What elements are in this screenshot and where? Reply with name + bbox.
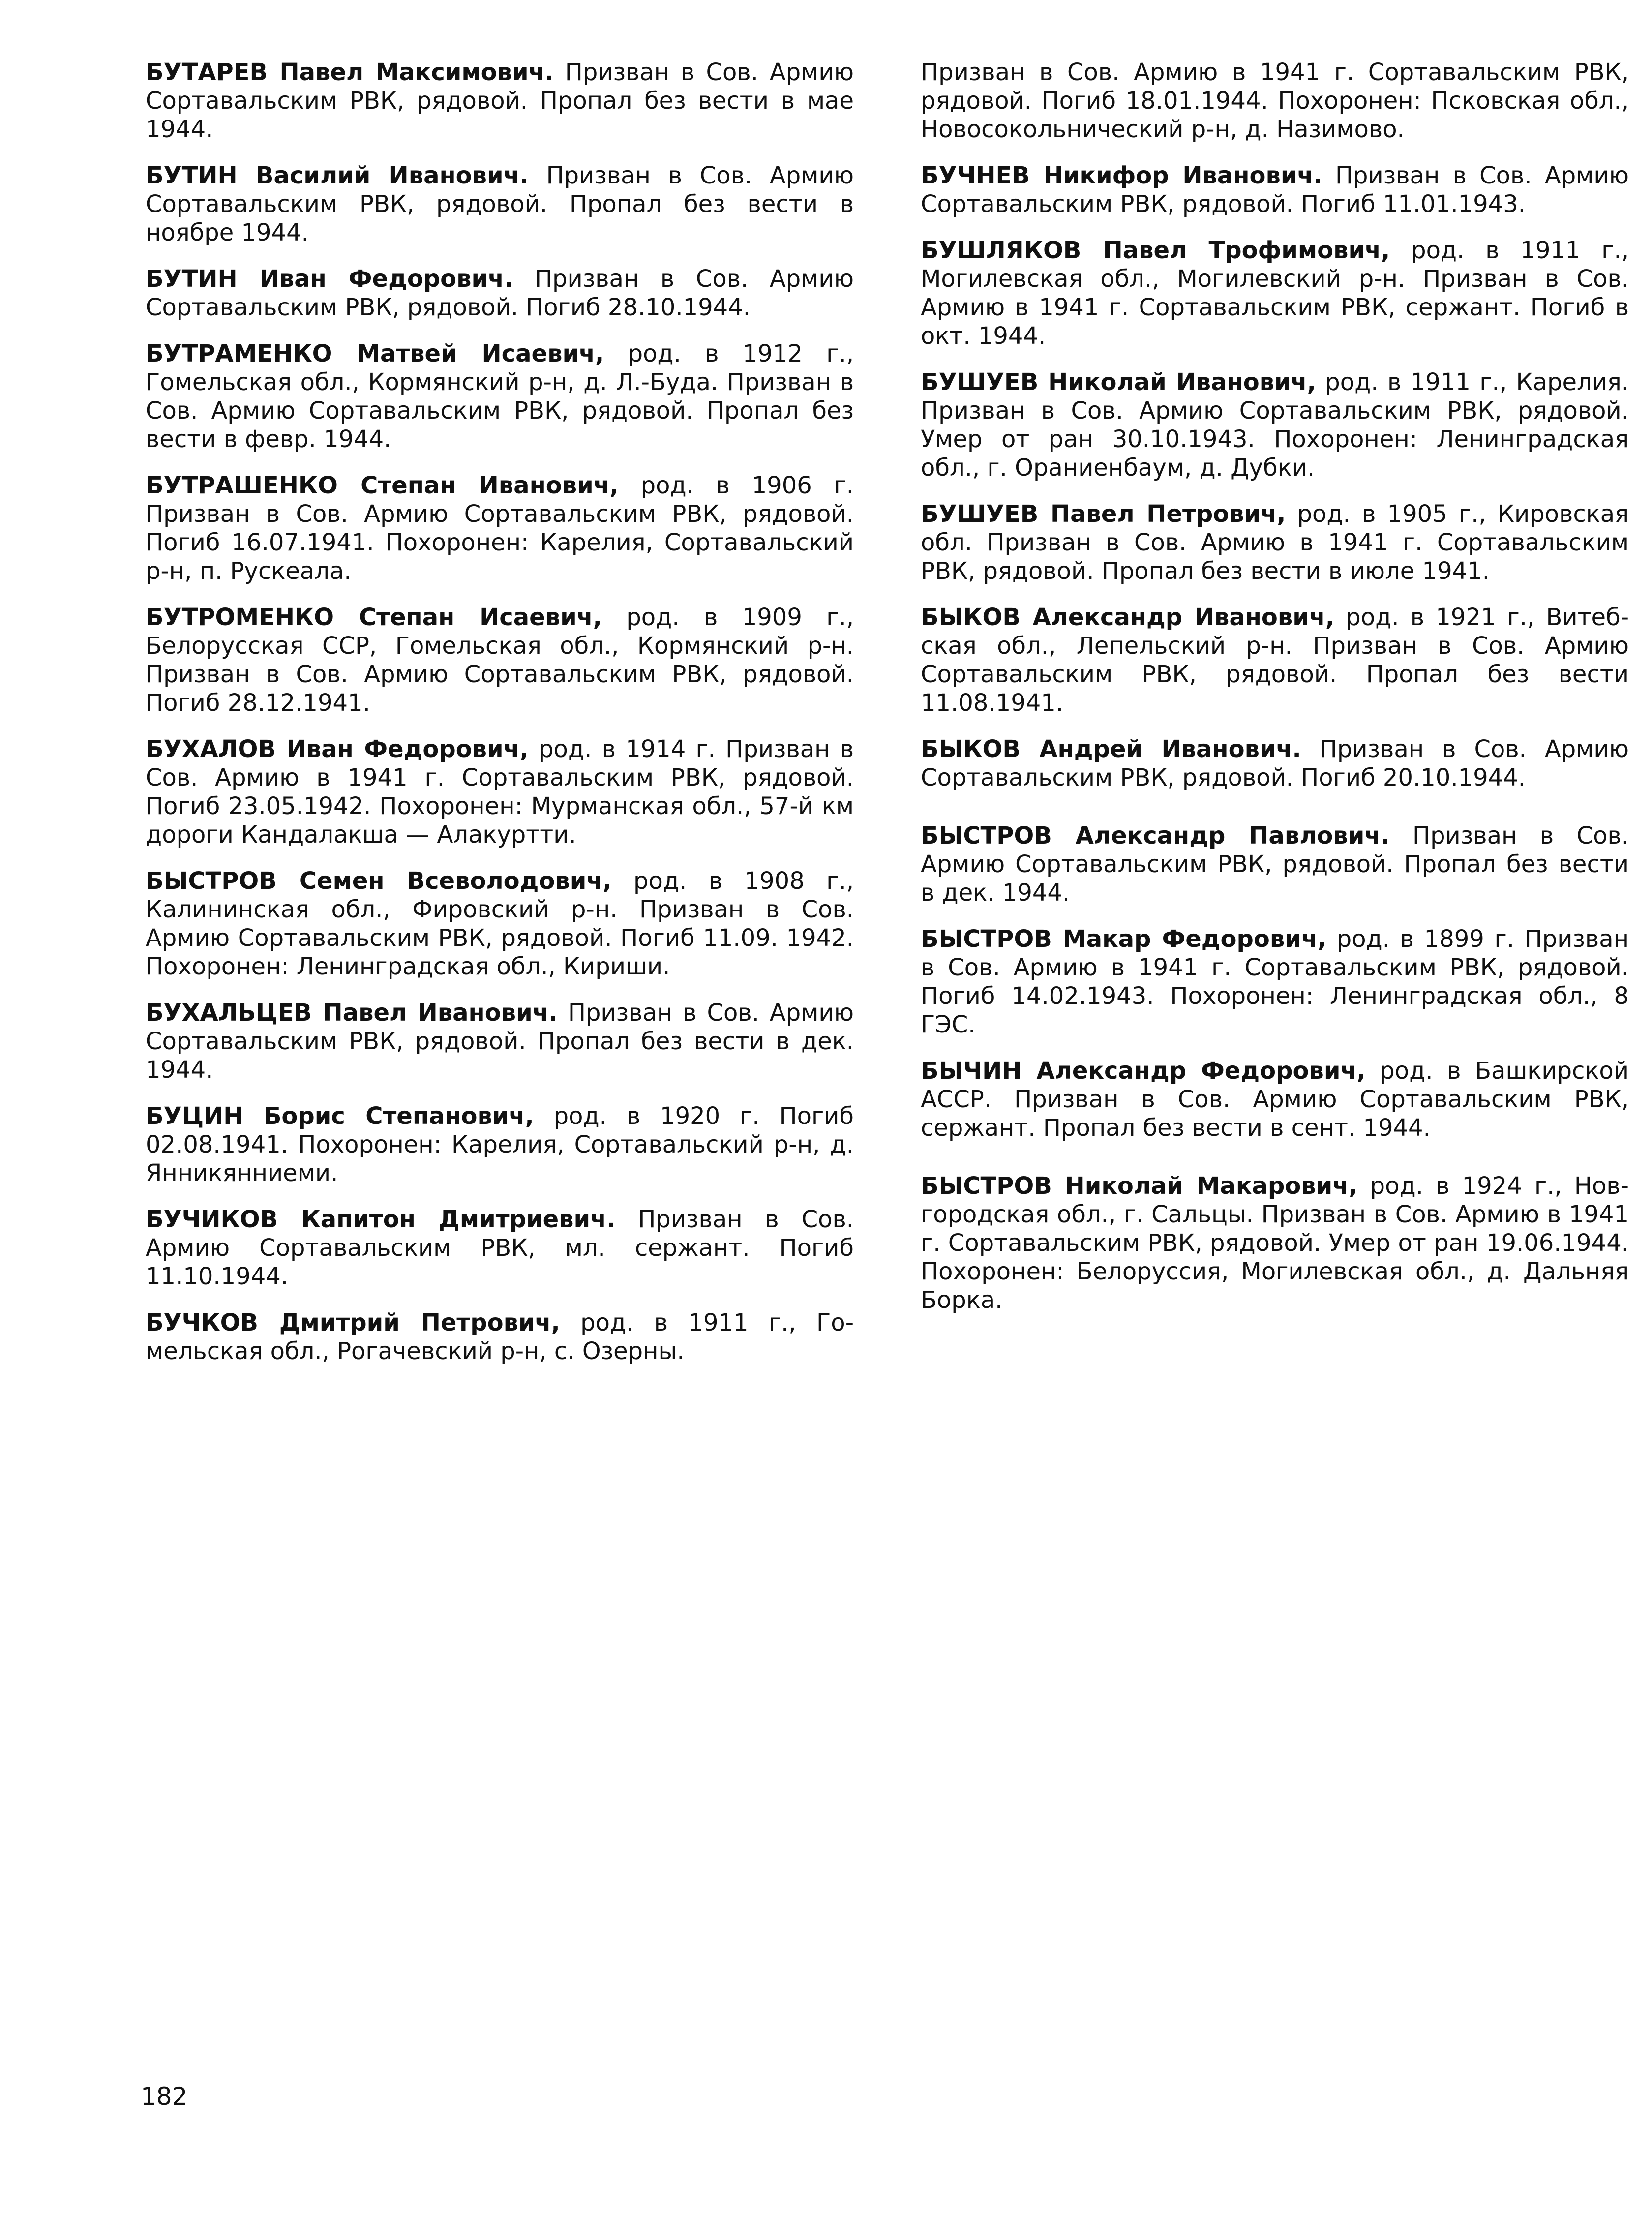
entry-name: БЫКОВ Александр Иванович, bbox=[921, 604, 1335, 631]
entry-butromenko-stepan bbox=[146, 603, 854, 717]
entry-text: Призван в Сов. Армию Сортавальским РВК, рядовой. Погиб 11.01.1943. bbox=[921, 162, 1629, 218]
entry-text: род. в Башкирской АССР. Призван в Сов. Армию Сортавальским РВК, сержант. Пропал без вести в сент. 1944. bbox=[921, 1057, 1629, 1142]
entry-name: БЫСТРОВ Александр Павлович. bbox=[921, 822, 1390, 850]
entry-name: БЫСТРОВ Макар Федорович, bbox=[921, 925, 1327, 953]
entry-buchkov-continuation bbox=[921, 58, 1629, 144]
entry-bychin-alexander bbox=[921, 1057, 1629, 1142]
entry-butrashenko-stepan bbox=[146, 471, 854, 585]
right-column bbox=[921, 58, 1629, 1332]
entry-name: БУТИН Василий Иванович. bbox=[146, 162, 529, 189]
entry-text: Призван в Сов. Армию Сортавальским РВК, рядовой. Пропал без вести в дек. 1944. bbox=[146, 999, 854, 1084]
left-column bbox=[146, 58, 854, 1383]
entry-text: род. в 1921 г., Витебская обл., Лепельский р-н. Призван в Сов. Армию Сортавальским РВК, рядовой. Пропал без вести 11.08.1941. bbox=[921, 604, 1629, 717]
entry-buchkov-dmitry bbox=[146, 1308, 854, 1365]
entry-name: БУТАРЕВ Павел Максимович. bbox=[146, 59, 554, 86]
entry-text: Призван в Сов. Армию Сортавальским РВК, мл. сержант. Погиб 11.10.1944. bbox=[146, 1206, 854, 1290]
entry-bystrov-nikolay bbox=[921, 1172, 1629, 1314]
entry-bystrov-alexander bbox=[921, 821, 1629, 907]
entry-bushuev-nikolay bbox=[921, 368, 1629, 482]
entry-bushlyakov-pavel bbox=[921, 236, 1629, 350]
entry-name: БУЧНЕВ Никифор Иванович. bbox=[921, 162, 1322, 189]
entry-text: род. в 1911 г., Карелия. Призван в Сов. Армию Сортавальским РВК, рядовой. Умер от ран 30.10.1943. Похоронен: Ленинградская обл., г. Ораниенбаум, д. Дубки. bbox=[921, 368, 1629, 482]
entry-name: БУТРАМЕНКО Матвей Исаевич, bbox=[146, 340, 604, 367]
entry-name: БУТИН Иван Федорович. bbox=[146, 265, 513, 293]
entry-name: БУХАЛОВ Иван Федорович, bbox=[146, 735, 529, 763]
entry-buhaltsev-pavel bbox=[146, 999, 854, 1084]
entry-text: род. в 1911 г., Могилевская обл., Могилевский р-н. Призван в Сов. Армию в 1941 г. Сортавальским РВК, сержант. Погиб в окт. 1944. bbox=[921, 237, 1629, 350]
entry-bykov-alexander bbox=[921, 603, 1629, 717]
entry-text: род. в 1908 г., Калининская обл., Фировский р-н. Призван в Сов. Армию Сортавальским РВК, рядовой. Погиб 11.09. 1942. Похоронен: Ленинградская обл., Кириши. bbox=[146, 867, 854, 980]
entry-text: Призван в Сов. Армию Сортавальским РВК, рядовой. Пропал без вести в мае 1944. bbox=[146, 59, 854, 143]
entry-buchikov-kapiton bbox=[146, 1205, 854, 1291]
entry-name: БЫКОВ Андрей Иванович. bbox=[921, 735, 1301, 763]
entry-text: Призван в Сов. Армию Сортавальским РВК, рядовой. Погиб 20.10.1944. bbox=[921, 735, 1629, 791]
entry-name: БЫСТРОВ Семен Всеволодович, bbox=[146, 867, 612, 895]
entry-text: род. в 1914 г. Призван в Сов. Армию в 1941 г. Сортавальским РВК, рядовой. Погиб 23.05.1942. Похоронен: Мурманская обл., 57-й км дороги Кандалакша — Алакуртти. bbox=[146, 735, 854, 849]
entry-text: род. в 1912 г., Гомельская обл., Кормянский р-н, д. Л.-Буда. Призван в Сов. Армию Сортавальским РВК, рядовой. Пропал без вести в февр. 1944. bbox=[146, 340, 854, 453]
entry-name: БУЦИН Борис Степанович, bbox=[146, 1102, 534, 1130]
entry-name: БУШУЕВ Николай Иванович, bbox=[921, 368, 1316, 396]
entry-name: БЫЧИН Александр Федорович, bbox=[921, 1057, 1366, 1085]
entry-bystrov-makar bbox=[921, 925, 1629, 1039]
entry-name: БУТРОМЕНКО Степан Исаевич, bbox=[146, 604, 602, 631]
entry-text: Призван в Сов. Армию в 1941 г. Сортавальским РВК, рядовой. Погиб 18.01.1944. Похоронен: Псковская обл., Новосокольнический р-н, д. Назимово. bbox=[921, 59, 1629, 143]
entry-buchnev-nikifor bbox=[921, 161, 1629, 218]
entry-name: БУТРАШЕНКО Степан Иванович, bbox=[146, 472, 619, 499]
entry-butarev-pavel bbox=[146, 58, 854, 144]
entry-name: БУХАЛЬЦЕВ Павел Иванович. bbox=[146, 999, 558, 1027]
entry-name: БУЧИКОВ Капитон Дмитриевич. bbox=[146, 1206, 616, 1233]
entry-butsin-boris bbox=[146, 1102, 854, 1187]
entry-text: род. в 1909 г., Белорусская ССР, Гомельская обл., Кормянский р-н. Призван в Сов. Армию Сортавальским РВК, рядовой. Погиб 28.12.1941. bbox=[146, 604, 854, 717]
entry-bykov-andrey bbox=[921, 735, 1629, 792]
entry-text: род. в 1920 г. Погиб 02.08.1941. Похоронен: Карелия, Сортавальский р-н, д. Янникянниеми. bbox=[146, 1102, 854, 1187]
entry-text: Призван в Сов. Армию Сортавальским РВК, рядовой. Погиб 28.10.1944. bbox=[146, 265, 854, 321]
entry-name: БУЧКОВ Дмитрий Петрович, bbox=[146, 1309, 560, 1336]
entry-text: род. в 1924 г., Новгородская обл., г. Сальцы. Призван в Сов. Армию в 1941 г. Сортавальским РВК, рядовой. Умер от ран 19.06.1944. Похоронен: Белоруссия, Могилевская обл., д. Дальняя Борка. bbox=[921, 1172, 1629, 1314]
entry-name: БУШУЕВ Павел Петрович, bbox=[921, 500, 1286, 528]
entry-butin-ivan bbox=[146, 265, 854, 322]
entry-text: род. в 1905 г., Кировская обл. Призван в Сов. Армию в 1941 г. Сортавальским РВК, рядовой. Пропал без вести в июле 1941. bbox=[921, 500, 1629, 585]
entry-name: БУШЛЯКОВ Павел Трофимович, bbox=[921, 237, 1390, 264]
entry-butramenko-matvey bbox=[146, 339, 854, 454]
page-number: 182 bbox=[141, 2082, 188, 2111]
entry-buhalov-ivan bbox=[146, 735, 854, 849]
entry-butin-vasily bbox=[146, 161, 854, 247]
entry-text: род. в 1911 г., Гомельская обл., Рогачевский р-н, с. Озерны. bbox=[146, 1309, 854, 1365]
entry-name: БЫСТРОВ Николай Макарович, bbox=[921, 1172, 1358, 1200]
entry-bushuev-pavel bbox=[921, 500, 1629, 585]
entry-text: Призван в Сов. Армию Сортавальским РВК, рядовой. Пропал без вести в ноябре 1944. bbox=[146, 162, 854, 246]
entry-text: род. в 1906 г. Призван в Сов. Армию Сортавальским РВК, рядовой. Погиб 16.07.1941. Похоронен: Карелия, Сортавальский р-н, п. Рускеала. bbox=[146, 472, 854, 585]
entry-text: Призван в Сов. Армию Сортавальским РВК, рядовой. Пропал без вести в дек. 1944. bbox=[921, 822, 1629, 907]
entry-bystrov-semen bbox=[146, 867, 854, 981]
entry-text: род. в 1899 г. Призван в Сов. Армию в 1941 г. Сортавальским РВК, рядовой. Погиб 14.02.1943. Похоронен: Ленинградская обл., 8 ГЭС. bbox=[921, 925, 1629, 1038]
